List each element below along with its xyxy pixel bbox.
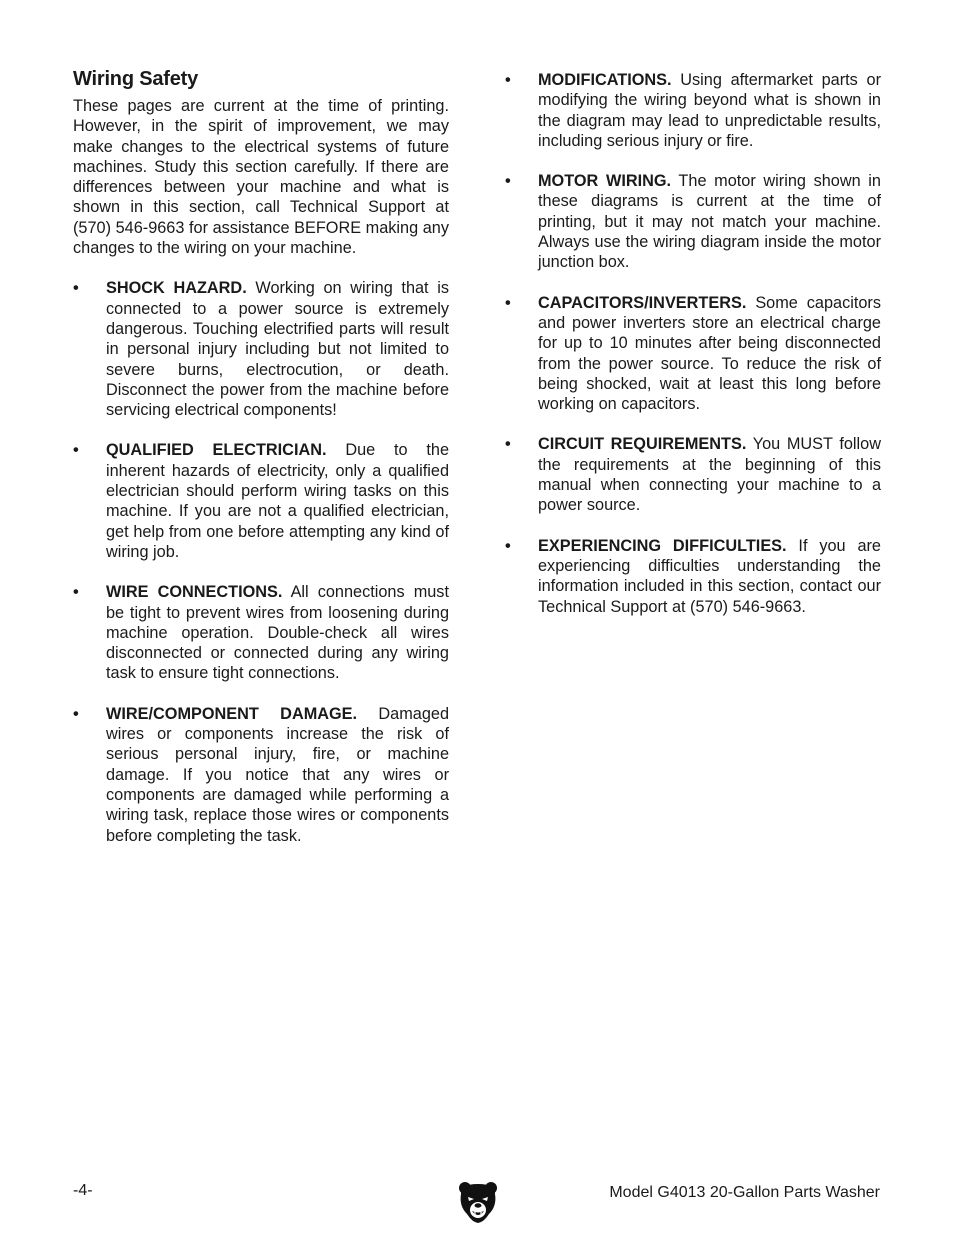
bullet-icon: • [505,536,511,555]
bullet-text: All connections must be tight to prevent wires from loosening during machine operation. Double-check all wires disconnected or connected during any wiring task to ensure tight connections. [106,583,449,683]
bullet-icon: • [505,435,511,454]
bullet-term: EXPERIENCING DIFFICULTIES. [538,536,787,555]
bullet-text: The motor wiring shown in these diagrams is current at the time of printing, but it may not match your machine. Always use the wiring diagram inside the motor junction box. [538,172,881,272]
bullet-term: MODIFICATIONS. [538,71,672,89]
left-column [73,66,449,866]
bullet-wire-connections [73,582,449,683]
bullet-icon: • [505,293,511,312]
bullet-text: Working on wiring that is connected to a power source is extremely dangerous. Touching electrified parts will result in personal injury including but not limited to severe burns, electrocution, or death. Disconnect the power from the machine before servicing electrical components! [106,279,449,420]
bullet-text: You MUST follow the requirements at the beginning of this manual when connecting your machine to a power source. [538,435,881,515]
bullet-text: Using aftermarket parts or modifying the wiring beyond what is shown in the diagram may lead to unpredictable results, including serious injury or fire. [538,71,881,150]
bullet-modifications [505,70,881,151]
bullet-text: If you are experiencing difficulties understanding the information included in this section, contact our Technical Support at (570) 546-9663. [538,536,881,616]
bullet-icon: • [73,279,79,298]
bullet-icon: • [73,441,79,460]
bullet-icon: • [505,172,511,191]
bullet-term: CAPACITORS/INVERTERS. [538,293,747,312]
bullet-term: QUALIFIED ELECTRICIAN. [106,441,327,460]
bullet-motor-wiring [505,171,881,272]
bullet-text: Due to the inherent hazards of electricity, only a qualified electrician should perform wiring tasks on this machine. If you are not a qualified electrician, get help from one before attempting any kind of wiring job. [106,441,449,561]
bullet-icon: • [73,583,79,602]
bullet-experiencing-difficulties [505,536,881,617]
bear-head-logo-icon [457,1180,499,1224]
bullet-term: WIRE CONNECTIONS. [106,583,283,602]
page-number: -4- [73,1182,93,1199]
bullet-qualified-electrician [73,440,449,562]
model-title: Model G4013 20-Gallon Parts Washer [609,1184,880,1201]
bullet-circuit-requirements [505,434,881,515]
bullet-text: Some capacitors and power inverters store an electrical charge for up to 10 minutes after being disconnected from the power source. To reduce the risk of being shocked, wait at least this long before working on capacitors. [538,293,881,414]
bullet-term: SHOCK HAZARD. [106,279,247,298]
right-column [505,70,881,637]
bullet-term: MOTOR WIRING. [538,172,672,191]
bullet-text: Damaged wires or components increase the risk of serious personal injury, fire, or machine damage. If you notice that any wires or components are damaged while performing a wiring task, replace those wires or components before completing the task. [106,704,450,845]
bullet-icon: • [73,704,79,723]
bullet-icon: • [505,71,511,89]
bullet-wire-component-damage [73,704,449,846]
bullet-term: CIRCUIT REQUIREMENTS. [538,435,747,454]
section-heading: Wiring Safety [73,68,199,90]
bullet-shock-hazard [73,278,449,420]
bullet-capacitors-inverters [505,293,881,415]
intro-paragraph: These pages are current at the time of printing. However, in the spirit of improvement, we may make changes to the electrical systems of future machines. Study this section carefully. If there are differences between your machine and what is shown in this section, call Technical Support at (570) 546-9663 for assistance BEFORE making any changes to the wiring on your machine. [73,97,449,258]
bullet-term: WIRE/COMPONENT DAMAGE. [106,704,358,723]
